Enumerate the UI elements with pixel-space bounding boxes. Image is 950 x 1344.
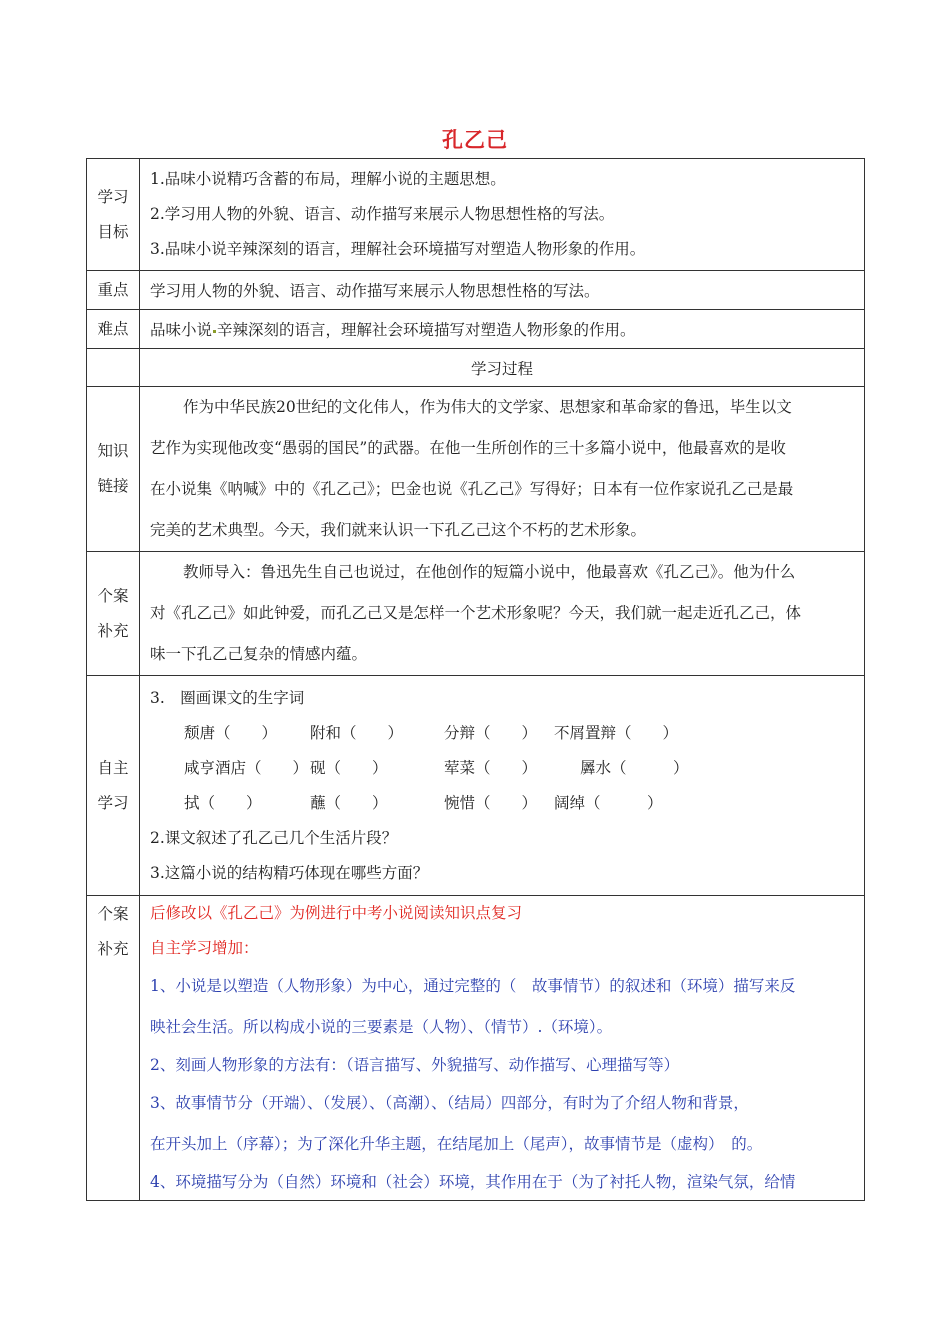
keypoint-label: 重点	[87, 271, 140, 310]
knowledge-label-line1: 知识	[97, 442, 129, 460]
case1-label-line1: 个案	[97, 586, 129, 605]
case1-label	[87, 552, 140, 676]
self-study-q1: 3. 圈画课文的生字词	[150, 688, 305, 707]
case1-content	[140, 552, 865, 676]
edit-mark	[213, 330, 216, 333]
vocab-item: 颓唐（ ）	[184, 723, 278, 742]
difficulty-text	[140, 310, 865, 349]
goals-label-line2: 目标	[97, 222, 129, 241]
keypoint-text: 学习用人物的外貌、语言、动作描写来展示人物思想性格的写法。	[140, 271, 865, 310]
difficulty-text-b: 辛辣深刻的语言，理解社会环境描写对塑造人物形象的作用。	[217, 321, 636, 339]
vocab-item: 蘸（ ）	[310, 793, 388, 812]
vocab-item: 羼水（ ）	[580, 758, 689, 777]
vocab-item: 荤菜（ ）	[444, 758, 538, 777]
vocab-row	[150, 716, 854, 751]
vocab-item: 附和（ ）	[310, 723, 404, 742]
knowledge-label	[87, 387, 140, 552]
page-title: 孔乙己	[442, 128, 508, 152]
goals-label-line1: 学习	[97, 187, 129, 206]
case2-blue-line: 映社会生活。所以构成小说的三要素是（人物）、（情节）.（环境）。	[150, 1018, 613, 1036]
difficulty-label: 难点	[87, 310, 140, 349]
lesson-plan-table	[86, 158, 865, 1201]
knowledge-line: 作为中华民族20世纪的文化伟人，作为伟大的文学家、思想家和革命家的鲁迅，毕生以文	[183, 398, 792, 416]
case1-line: 教师导入：鲁迅先生自己也说过，在他创作的短篇小说中，他最喜欢《孔乙己》。他为什么	[183, 563, 796, 581]
knowledge-label-line2: 链接	[97, 477, 129, 495]
goal-item: 3.品味小说辛辣深刻的语言，理解社会环境描写对塑造人物形象的作用。	[150, 240, 646, 258]
case2-blue-line: 1、小说是以塑造（人物形象）为中心，通过完整的（ 故事情节）的叙述和（环境）描写来反	[150, 977, 796, 995]
case2-blue-line: 在开头加上（序幕）；为了深化升华主题，在结尾加上（尾声），故事情节是（虚构） 的。	[150, 1135, 763, 1153]
self-study-row	[87, 676, 865, 896]
case2-blue-line: 4、环境描写分为（自然）环境和（社会）环境，其作用在于（为了衬托人物，渲染气氛，给情	[150, 1173, 796, 1191]
difficulty-row	[87, 310, 865, 349]
vocab-item: 阔绰（ ）	[554, 793, 663, 812]
goals-content	[140, 159, 865, 271]
vocab-row	[150, 751, 854, 786]
process-header-empty	[87, 349, 140, 387]
case2-content	[140, 896, 865, 1201]
process-header-row	[87, 349, 865, 387]
self-study-q2: 2.课文叙述了孔乙己几个生活片段？	[150, 828, 398, 847]
knowledge-content	[140, 387, 865, 552]
case2-blue-line: 2、刻画人物形象的方法有：（语言描写、外貌描写、动作描写、心理描写等）	[150, 1056, 680, 1074]
knowledge-line: 在小说集《呐喊》中的《孔乙己》；巴金也说《孔乙己》写得好；日本有一位作家说孔乙己是最	[150, 480, 794, 498]
vocab-item: 分辩（ ）	[444, 723, 538, 742]
self-study-label	[87, 676, 140, 896]
keypoint-row	[87, 271, 865, 310]
vocab-item: 拭（ ）	[184, 793, 262, 812]
difficulty-text-a: 品味小说	[150, 321, 213, 339]
case2-label	[87, 896, 140, 1201]
case2-blue-line: 3、故事情节分（开端）、（发展）、（高潮）、（结局）四部分，有时为了介绍人物和背景，	[150, 1094, 749, 1112]
case2-label-line1: 个案	[97, 905, 129, 923]
knowledge-line: 艺作为实现他改变“愚弱的国民”的武器。在他一生所创作的三十多篇小说中，他最喜欢的是收	[150, 439, 786, 457]
case2-label-line2: 补充	[97, 940, 129, 958]
case1-line: 对《孔乙己》如此钟爱，而孔乙己又是怎样一个艺术形象呢？今天，我们就一起走近孔乙己，体	[150, 604, 802, 622]
case2-row	[87, 896, 865, 1201]
self-study-q3: 3.这篇小说的结构精巧体现在哪些方面？	[150, 863, 429, 882]
knowledge-row	[87, 387, 865, 552]
case2-red-sub: 自主学习增加：	[150, 939, 259, 957]
process-header: 学习过程	[140, 349, 865, 387]
vocab-row	[150, 786, 854, 821]
vocab-item: 咸亨酒店（ ）	[184, 758, 309, 777]
self-study-label-line1: 自主	[97, 758, 129, 777]
goals-label	[87, 159, 140, 271]
goal-item: 1.品味小说精巧含蓄的布局，理解小说的主题思想。	[150, 170, 506, 188]
goal-item: 2.学习用人物的外貌、语言、动作描写来展示人物思想性格的写法。	[150, 205, 615, 223]
vocab-item: 不屑置辩（ ）	[554, 723, 679, 742]
knowledge-line: 完美的艺术典型。今天，我们就来认识一下孔乙己这个不朽的艺术形象。	[150, 521, 647, 539]
case1-line: 味一下孔乙己复杂的情感内蕴。	[150, 645, 368, 663]
goals-row	[87, 159, 865, 271]
self-study-content	[140, 676, 865, 896]
self-study-label-line2: 学习	[97, 793, 129, 812]
case1-label-line2: 补充	[97, 621, 129, 640]
case2-red-title: 后修改以《孔乙己》为例进行中考小说阅读知识点复习	[150, 904, 523, 922]
vocab-item: 砚（ ）	[310, 758, 388, 777]
vocab-item: 惋惜（ ）	[444, 793, 538, 812]
case1-row	[87, 552, 865, 676]
